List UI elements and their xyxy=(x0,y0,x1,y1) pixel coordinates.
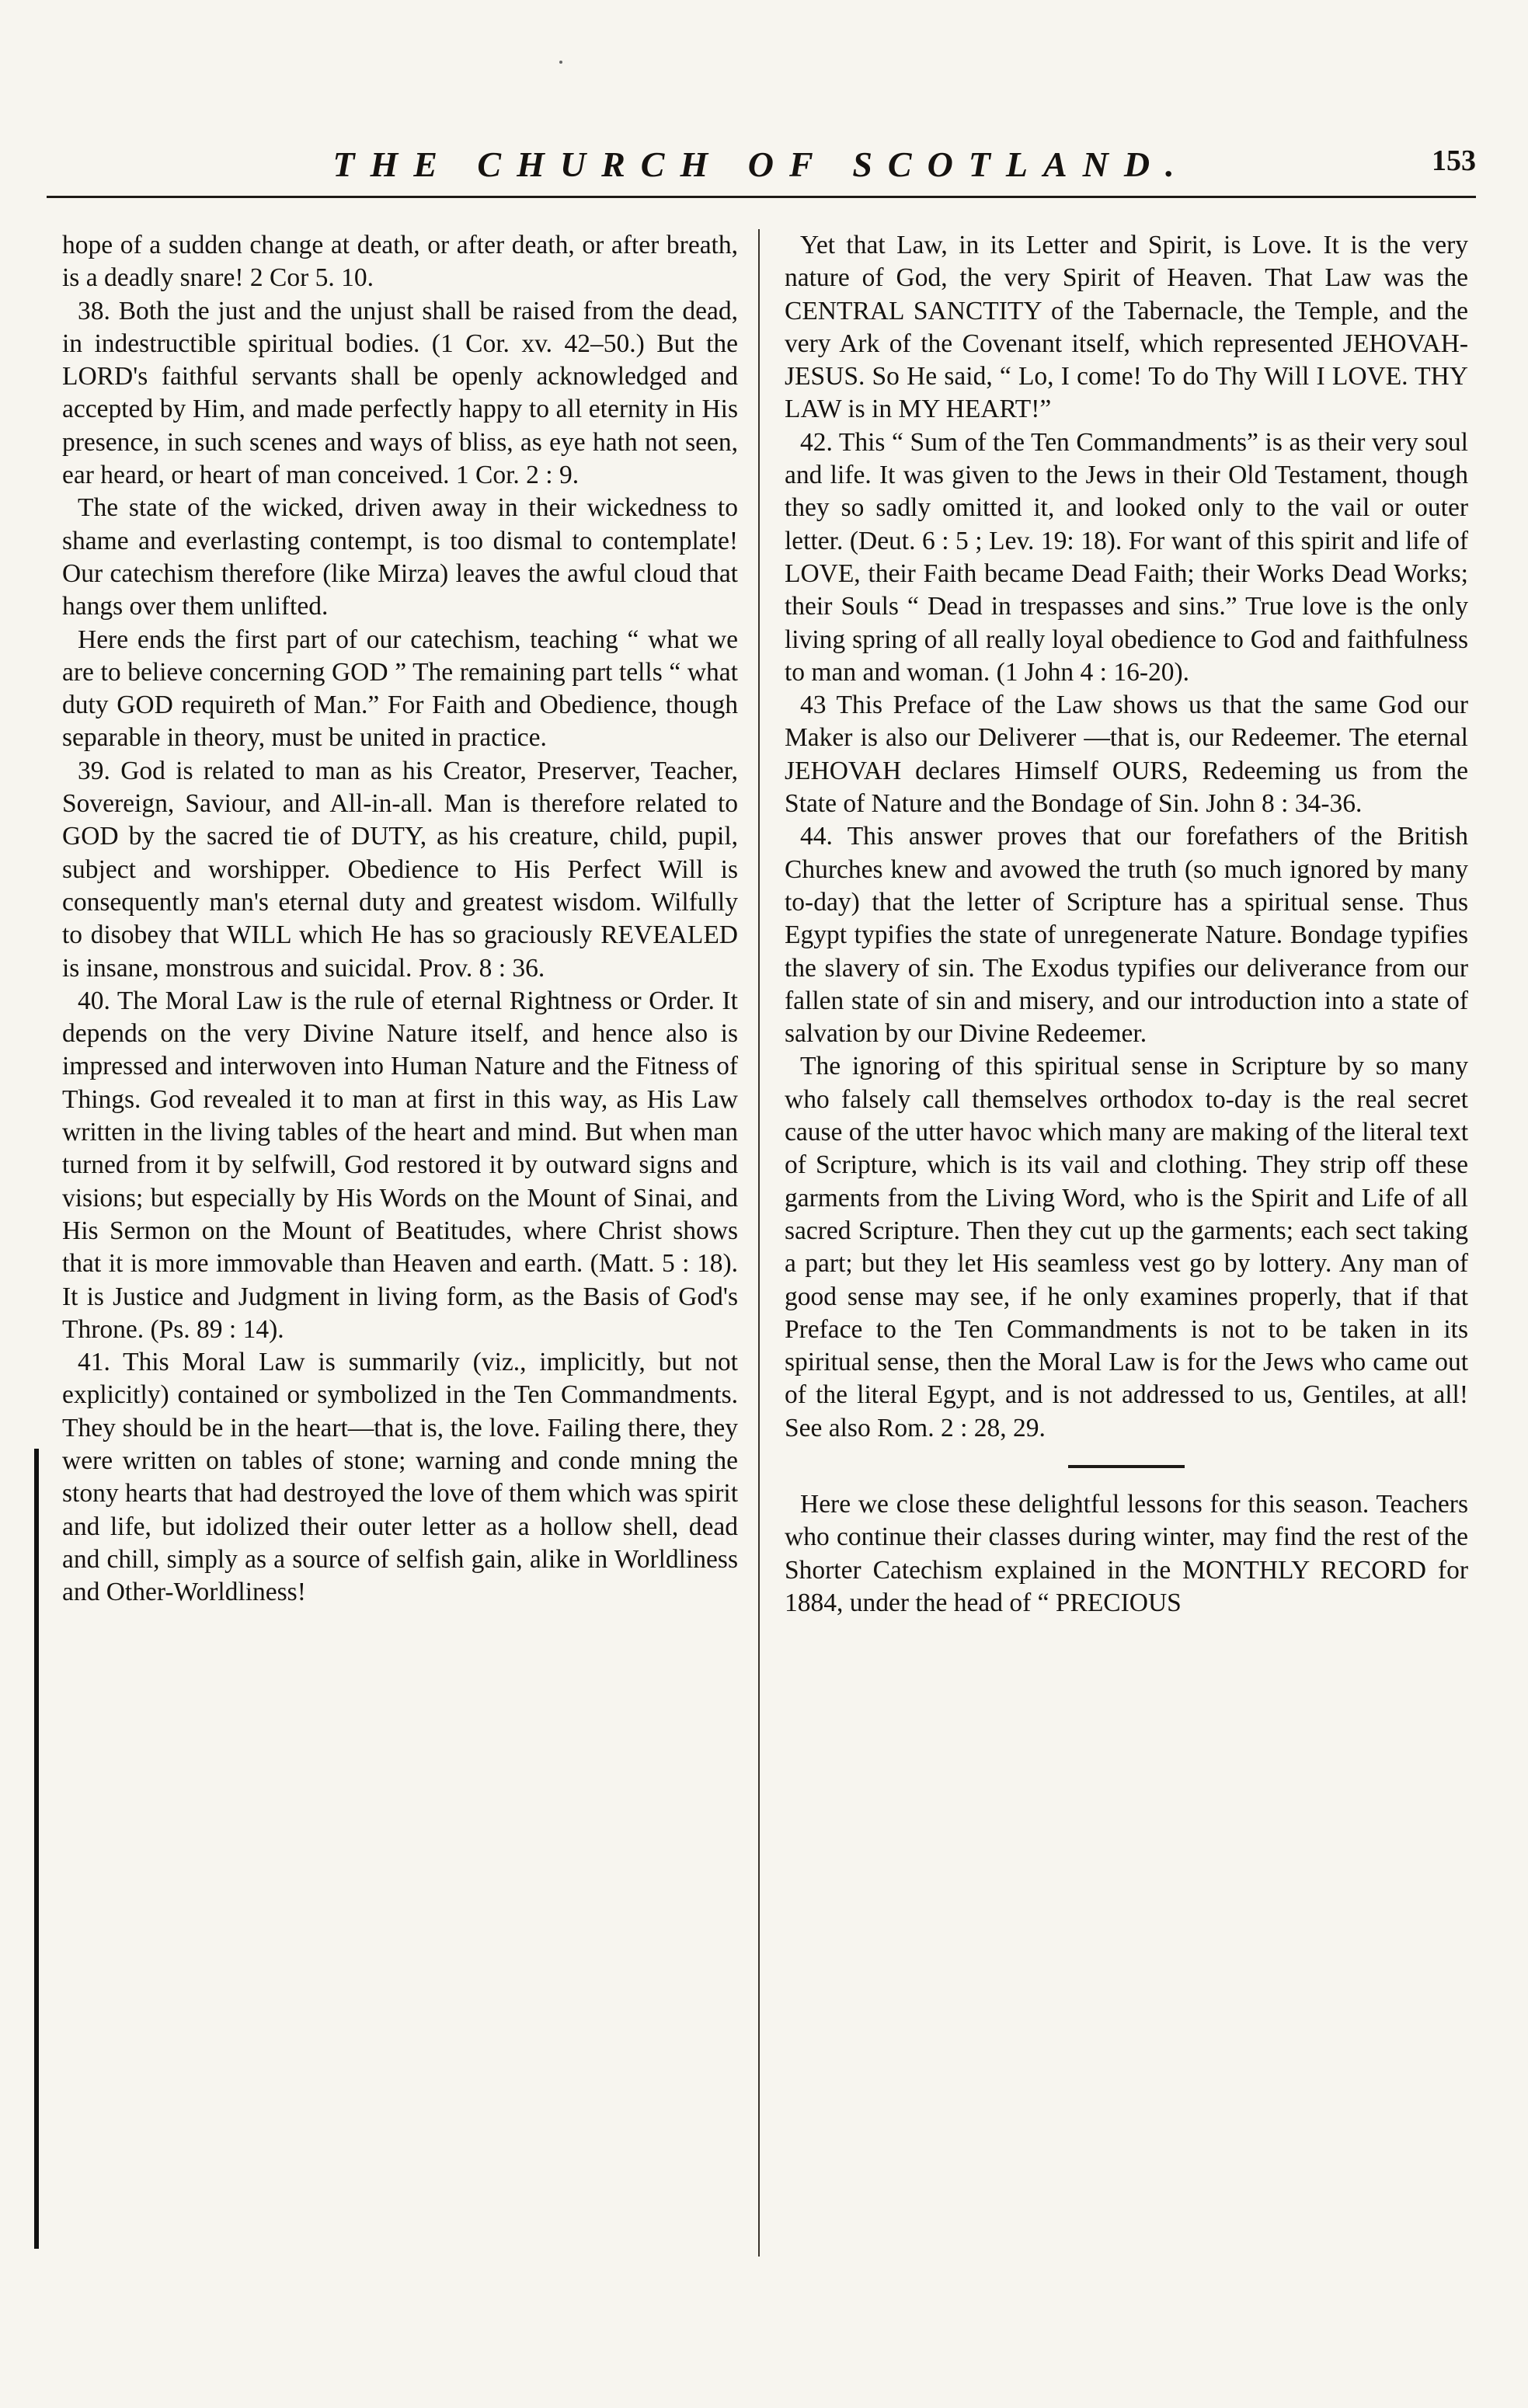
paragraph-wicked: The state of the wicked, driven away in their wickedness to shame and everlasting contempt, is too dismal to contemplate! Our catechism therefore (like Mirza) leaves the awful cloud that hangs over them unlifted. xyxy=(62,493,738,621)
print-speck xyxy=(559,61,562,64)
left-column xyxy=(62,229,738,1609)
paragraph-43: 43 This Preface of the Law shows us that the same God our Maker is also our Deliverer —that is, our Redeemer. The eternal JEHOVAH declares Himself OURS, Redeeming us from the State of Nature and the Bondage of Sin. John 8 : 34-36. xyxy=(785,691,1468,819)
paragraph-continuation: hope of a sudden change at death, or after death, or after breath, is a deadly snare! 2 Cor 5. 10. xyxy=(62,231,738,293)
paragraph-38: 38. Both the just and the unjust shall be raised from the dead, in indestructible spiritual bodies. (1 Cor. xv. 42–50.) But the LORD's faithful servants shall be openly acknowledged and accepted by Him, and made perfectly happy to all eternity in His presence, in such scenes and ways of bliss, as eye hath not seen, ear heard, or heart of man conceived. 1 Cor. 2 : 9. xyxy=(62,296,738,490)
paragraph-spiritual-sense: The ignoring of this spiritual sense in Scripture by so many who falsely call themselves orthodox to-day is the real secret cause of the utter havoc which many are making of the literal text of Scripture, which is its vail and clothing. They strip off these garments from the Living Word, who is the Spirit and Life of all sacred Scripture. Then they cut up the garments; each sect taking a part; but they let His seamless vest go by lottery. Any man of good sense may see, if he only examines properly, that if that Preface to the Ten Commandments is not to be taken in its spiritual sense, then the Moral Law is for the Jews who came out of the literal Egypt, and is not addressed to us, Gentiles, at all! See also Rom. 2 : 28, 29. xyxy=(785,1052,1468,1442)
paragraph-44: 44. This answer proves that our forefathers of the British Churches knew and avowed the truth (so much ignored by many to-day) that the letter of Scripture has a spiritual sense. Thus Egypt typifies the state of unregenerate Nature. Bondage typifies the slavery of sin. The Exodus typifies our deliverance from our fallen state of sin and misery, and our introduction into a state of salvation by our Divine Redeemer. xyxy=(785,822,1468,1049)
running-header xyxy=(47,144,1476,190)
paragraph-39: 39. God is related to man as his Creator, Preserver, Teacher, Sovereign, Saviour, and All-in-all. Man is therefore related to GOD by the sacred tie of DUTY, as his creature, child, pupil, subject and worshipper. Obedience to His Perfect Will is consequently man's eternal duty and greatest wisdom. Wilfully to disobey that WILL which He has so graciously REVEALED is insane, monstrous and suicidal. Prov. 8 : 36. xyxy=(62,756,738,983)
paragraph-41: 41. This Moral Law is summarily (viz., implicitly, but not explicitly) contained or symbolized in the Ten Commandments. They should be in the heart—that is, the love. Failing there, they were written on tables of stone; warning and conde mning the stony hearts that had destroyed the love of them which was spirit and life, but idolized their outer letter as a hollow shell, dead and chill, simply as a source of selfish gain, alike in Worldliness and Other-Worldliness! xyxy=(62,1348,738,1607)
column-divider xyxy=(758,229,760,2257)
running-title: THE CHURCH OF SCOTLAND. xyxy=(332,144,1190,184)
margin-marker-bar xyxy=(34,1449,39,2249)
header-rule xyxy=(47,196,1476,198)
page-number: 153 xyxy=(1432,144,1476,177)
paragraph-40: 40. The Moral Law is the rule of eternal Rightness or Order. It depends on the very Divine Nature itself, and hence also is impressed and interwoven into Human Nature and the Fitness of Things. God revealed it to man at first in this way, as His Law written in the living tables of the heart and mind. But when man turned from it by selfwill, God restored it by outward signs and visions; but especially by His Words on the Mount of Sinai, and His Sermon on the Mount of Beatitudes, where Christ shows that it is more immovable than Heaven and earth. (Matt. 5 : 18). It is Justice and Judgment in living form, as the Basis of God's Throne. (Ps. 89 : 14). xyxy=(62,986,738,1344)
paragraph-closing: Here we close these delightful lessons for this season. Teachers who continue their classes during winter, may find the rest of the Shorter Catechism explained in the MONTHLY RECORD for 1884, under the head of “ PRECIOUS xyxy=(785,1489,1468,1617)
section-rule xyxy=(1068,1465,1185,1468)
paragraph-42: 42. This “ Sum of the Ten Commandments” is as their very soul and life. It was given to the Jews in their Old Testament, though they so sadly omitted it, and looked only to the vail or outer letter. (Deut. 6 : 5 ; Lev. 19: 18). For want of this spirit and life of LOVE, their Faith became Dead Faith; their Works Dead Works; their Souls “ Dead in trespasses and sins.” True love is the only living spring of all really loyal obedience to God and faithfulness to man and woman. (1 John 4 : 16-20). xyxy=(785,427,1468,687)
paragraph-law-is-love: Yet that Law, in its Letter and Spirit, is Love. It is the very nature of God, the very Spirit of Heaven. That Law was the CENTRAL SANCTITY of the Tabernacle, the Temple, and the very Ark of the Covenant itself, which represented JEHOVAH-JESUS. So He said, “ Lo, I come! To do Thy Will I LOVE. THY LAW is in MY HEART!” xyxy=(785,231,1468,424)
right-column xyxy=(785,229,1468,1620)
paragraph-first-part-ends: Here ends the first part of our catechism, teaching “ what we are to believe concerning GOD ” The remaining part tells “ what duty GOD requireth of Man.” For Faith and Obedience, though separable in theory, must be united in practice. xyxy=(62,625,738,753)
